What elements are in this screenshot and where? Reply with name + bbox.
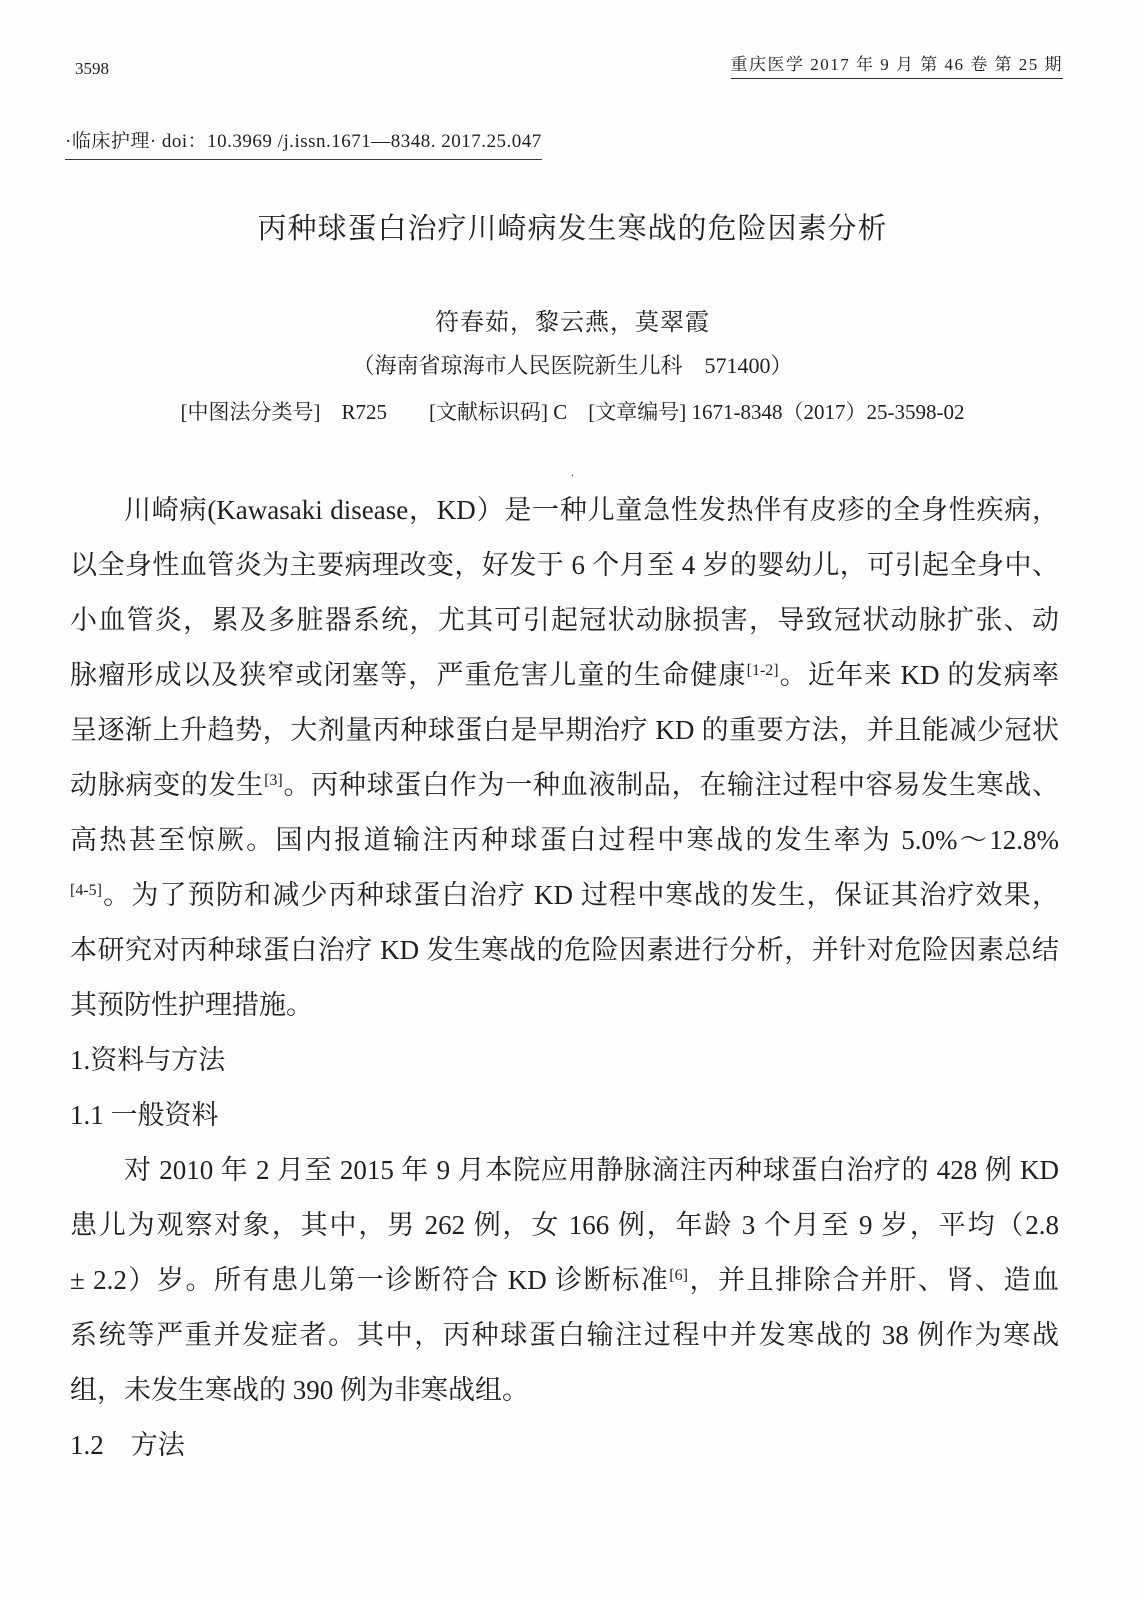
body-line: 小血管炎，累及多脏器系统，尤其可引起冠状动脉损害，导致冠状动脉扩张、动 [70, 605, 1059, 635]
affiliation-line: （海南省琼海市人民医院新生儿科 571400） [352, 353, 793, 378]
body-line: ± 2.2）岁。所有患儿第一诊断符合 KD 诊断标准[6]，并且排除合并肝、肾、造血 [70, 1265, 1059, 1295]
body-line: 系统等严重并发症者。其中，丙种球蛋白输注过程中并发寒战的 38 例作为寒战 [70, 1320, 1059, 1350]
body-line: 患儿为观察对象，其中，男 262 例，女 166 例，年龄 3 个月至 9 岁，平均（2.8 [70, 1210, 1059, 1240]
doi-row [65, 126, 542, 160]
section-heading: 1.资料与方法 [70, 1045, 226, 1075]
article-meta-line: [中图法分类号] R725 [文献标识码] C [文章编号] 1671-8348（2017）25-3598-02 [180, 400, 965, 424]
body-line: [4-5]。为了预防和减少丙种球蛋白治疗 KD 过程中寒战的发生，保证其治疗效果， [70, 880, 1059, 910]
body-line: 动脉病变的发生[3]。丙种球蛋白作为一种血液制品，在输注过程中容易发生寒战、 [70, 770, 1059, 800]
body-line: 高热甚至惊厥。国内报道输注丙种球蛋白过程中寒战的发生率为 5.0%～12.8% [70, 825, 1059, 855]
section-heading: 1.2 方法 [70, 1430, 185, 1460]
page-number: 3598 [75, 59, 109, 78]
body-line: 其预防性护理措施。 [70, 990, 313, 1020]
journal-info: 重庆医学 2017 年 9 月 第 46 卷 第 25 期 [731, 50, 1064, 79]
body-line: 川崎病(Kawasaki disease，KD）是一种儿童急性发热伴有皮疹的全身性疾病， [124, 495, 1059, 525]
category-doi-line: ·临床护理· doi：10.3969 /j.issn.1671—8348. 2017.25.047 [65, 126, 542, 160]
citation-superscript: [6] [669, 1267, 688, 1284]
citation-superscript: [1-2] [746, 662, 779, 679]
body-line: 脉瘤形成以及狭窄或闭塞等，严重危害儿童的生命健康[1-2]。近年来 KD 的发病率 [70, 660, 1059, 690]
body-line: 对 2010 年 2 月至 2015 年 9 月本院应用静脉滴注丙种球蛋白治疗的 428 例 KD [124, 1155, 1059, 1185]
body-line: 组，未发生寒战的 390 例为非寒战组。 [70, 1375, 529, 1405]
body-line: 以全身性血管炎为主要病理改变，好发于 6 个月至 4 岁的婴幼儿，可引起全身中、 [70, 550, 1059, 580]
article-body [70, 483, 1059, 1473]
authors-line: 符春茹，黎云燕，莫翠霞 [435, 310, 710, 336]
citation-superscript: [3] [264, 772, 283, 789]
body-line: 本研究对丙种球蛋白治疗 KD 发生寒战的危险因素进行分析，并针对危险因素总结 [70, 935, 1059, 965]
article-title: 丙种球蛋白治疗川崎病发生寒战的危险因素分析 [257, 213, 888, 245]
divider-dot: . [571, 465, 574, 479]
citation-superscript: [4-5] [70, 882, 102, 899]
body-line: 呈逐渐上升趋势，大剂量丙种球蛋白是早期治疗 KD 的重要方法，并且能减少冠状 [70, 715, 1059, 745]
page-header [75, 50, 1063, 79]
section-heading: 1.1 一般资料 [70, 1100, 219, 1130]
